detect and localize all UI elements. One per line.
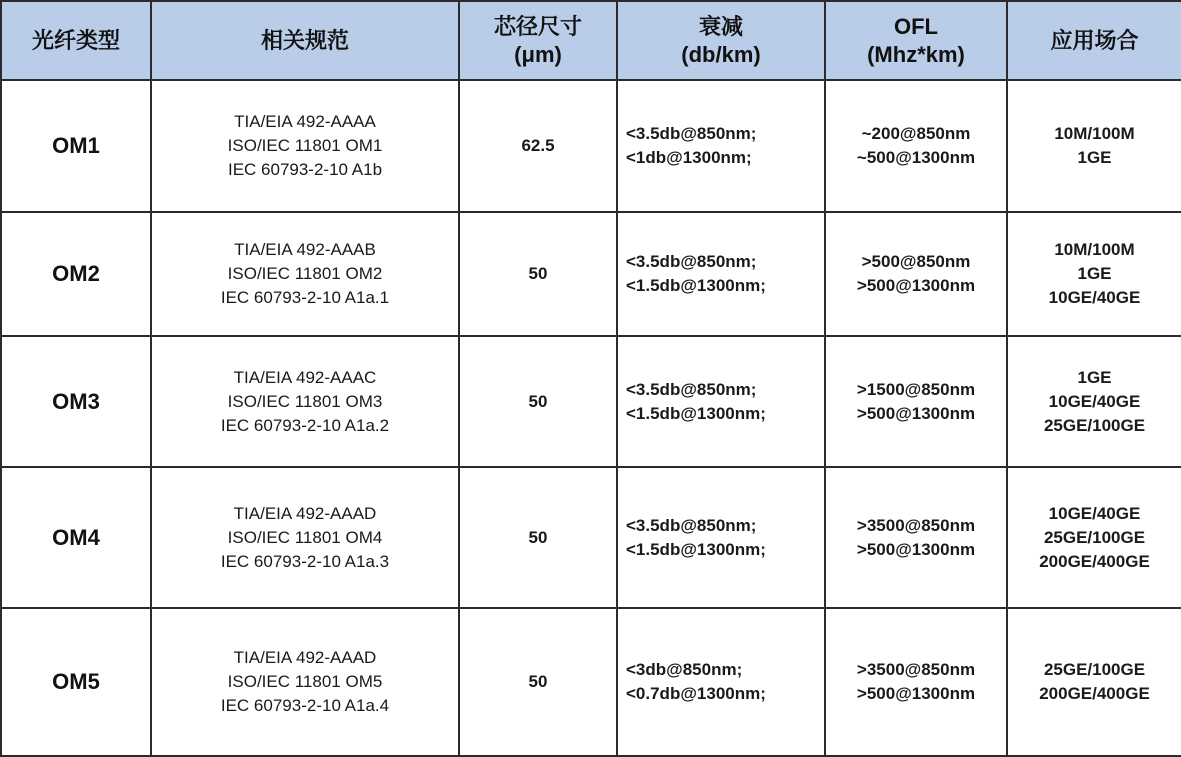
attenuation-cell xyxy=(617,467,825,608)
spec-line: IEC 60793-2-10 A1a.4 xyxy=(220,696,390,715)
applications-cell xyxy=(1007,212,1181,336)
application-line: 200GE/400GE xyxy=(1039,684,1150,703)
spec-line: ISO/IEC 11801 OM4 xyxy=(227,527,383,547)
header-standards xyxy=(151,1,459,80)
attenuation-cell xyxy=(617,608,825,756)
spec-line: TIA/EIA 492-AAAB xyxy=(234,240,376,259)
attenuation-cell xyxy=(617,80,825,212)
core-size-cell: 50 xyxy=(459,467,617,608)
applications-cell xyxy=(1007,467,1181,608)
spec-line: ISO/IEC 11801 OM3 xyxy=(227,391,383,411)
spec-line: TIA/EIA 492-AAAA xyxy=(234,112,376,131)
application-line: 200GE/400GE xyxy=(1039,551,1150,571)
spec-line: IEC 60793-2-10 A1a.1 xyxy=(220,288,390,307)
ofl-cell xyxy=(825,212,1007,336)
header-applications xyxy=(1007,1,1181,80)
application-line: 1GE xyxy=(1077,264,1112,283)
ofl-line: ~500@1300nm xyxy=(856,148,976,167)
header-ofl xyxy=(825,1,1007,80)
ofl-cell xyxy=(825,80,1007,212)
application-line: 10GE/40GE xyxy=(1048,391,1141,411)
ofl-cell xyxy=(825,608,1007,756)
application-line: 10M/100M xyxy=(1054,240,1135,259)
attenuation-line: <3db@850nm; xyxy=(626,660,743,679)
header-line: 相关规范 xyxy=(260,27,349,53)
ofl-line: >500@850nm xyxy=(861,252,971,271)
header-line: 应用场合 xyxy=(1050,27,1139,53)
fiber-type-cell: OM3 xyxy=(1,336,151,467)
attenuation-line: <3.5db@850nm; xyxy=(626,124,757,143)
header-line: 光纤类型 xyxy=(31,27,120,53)
ofl-line: >3500@850nm xyxy=(856,515,976,535)
table-row xyxy=(1,467,1181,608)
standards-cell xyxy=(151,336,459,467)
table-row xyxy=(1,608,1181,756)
table-row xyxy=(1,80,1181,212)
attenuation-cell xyxy=(617,336,825,467)
applications-cell xyxy=(1007,608,1181,756)
attenuation-line: <1.5db@1300nm; xyxy=(626,276,766,295)
standards-cell xyxy=(151,467,459,608)
ofl-line: >500@1300nm xyxy=(856,684,976,703)
fiber-type-cell: OM4 xyxy=(1,467,151,608)
attenuation-line: <1db@1300nm; xyxy=(626,148,752,167)
standards-cell xyxy=(151,80,459,212)
spec-line: TIA/EIA 492-AAAC xyxy=(233,367,377,387)
spec-line: ISO/IEC 11801 OM5 xyxy=(227,672,383,691)
ofl-cell xyxy=(825,467,1007,608)
spec-line: TIA/EIA 492-AAAD xyxy=(233,503,377,523)
attenuation-line: <3.5db@850nm; xyxy=(626,515,757,535)
header-row xyxy=(1,1,1181,80)
standards-cell xyxy=(151,608,459,756)
application-line: 25GE/100GE xyxy=(1043,415,1146,435)
applications-cell xyxy=(1007,80,1181,212)
header-unit: (Mhz*km) xyxy=(867,41,965,67)
ofl-line: >500@1300nm xyxy=(856,276,976,295)
spec-line: IEC 60793-2-10 A1a.3 xyxy=(220,551,390,571)
ofl-line: >3500@850nm xyxy=(856,660,976,679)
ofl-line: >500@1300nm xyxy=(856,403,976,423)
attenuation-line: <3.5db@850nm; xyxy=(626,252,757,271)
application-line: 10GE/40GE xyxy=(1048,288,1141,307)
ofl-line: >1500@850nm xyxy=(856,379,976,399)
header-fiber-type xyxy=(1,1,151,80)
spec-line: ISO/IEC 11801 OM2 xyxy=(227,264,383,283)
core-size-cell: 50 xyxy=(459,608,617,756)
header-unit: (db/km) xyxy=(681,41,761,67)
spec-line: IEC 60793-2-10 A1a.2 xyxy=(220,415,390,435)
header-core-size xyxy=(459,1,617,80)
core-size-cell: 62.5 xyxy=(459,80,617,212)
fiber-type-cell: OM5 xyxy=(1,608,151,756)
application-line: 1GE xyxy=(1077,148,1112,167)
application-line: 10GE/40GE xyxy=(1048,503,1141,523)
ofl-cell xyxy=(825,336,1007,467)
fiber-type-cell: OM2 xyxy=(1,212,151,336)
applications-cell xyxy=(1007,336,1181,467)
table-row xyxy=(1,336,1181,467)
attenuation-cell xyxy=(617,212,825,336)
standards-cell xyxy=(151,212,459,336)
spec-line: TIA/EIA 492-AAAD xyxy=(233,648,377,667)
application-line: 25GE/100GE xyxy=(1043,660,1146,679)
header-line: 衰减 xyxy=(698,13,743,39)
table-row xyxy=(1,212,1181,336)
core-size-cell: 50 xyxy=(459,336,617,467)
ofl-line: ~200@850nm xyxy=(861,124,971,143)
header-unit: (μm) xyxy=(514,41,562,67)
spec-line: IEC 60793-2-10 A1b xyxy=(227,160,383,179)
spec-line: ISO/IEC 11801 OM1 xyxy=(227,136,383,155)
attenuation-line: <1.5db@1300nm; xyxy=(626,403,766,423)
fiber-type-cell: OM1 xyxy=(1,80,151,212)
application-line: 1GE xyxy=(1077,367,1112,387)
application-line: 25GE/100GE xyxy=(1043,527,1146,547)
header-line: OFL xyxy=(894,13,938,39)
attenuation-line: <3.5db@850nm; xyxy=(626,379,757,399)
attenuation-line: <1.5db@1300nm; xyxy=(626,539,766,559)
application-line: 10M/100M xyxy=(1054,124,1135,143)
header-attenuation xyxy=(617,1,825,80)
attenuation-line: <0.7db@1300nm; xyxy=(626,684,766,703)
header-line: 芯径尺寸 xyxy=(493,13,582,39)
ofl-line: >500@1300nm xyxy=(856,539,976,559)
core-size-cell: 50 xyxy=(459,212,617,336)
